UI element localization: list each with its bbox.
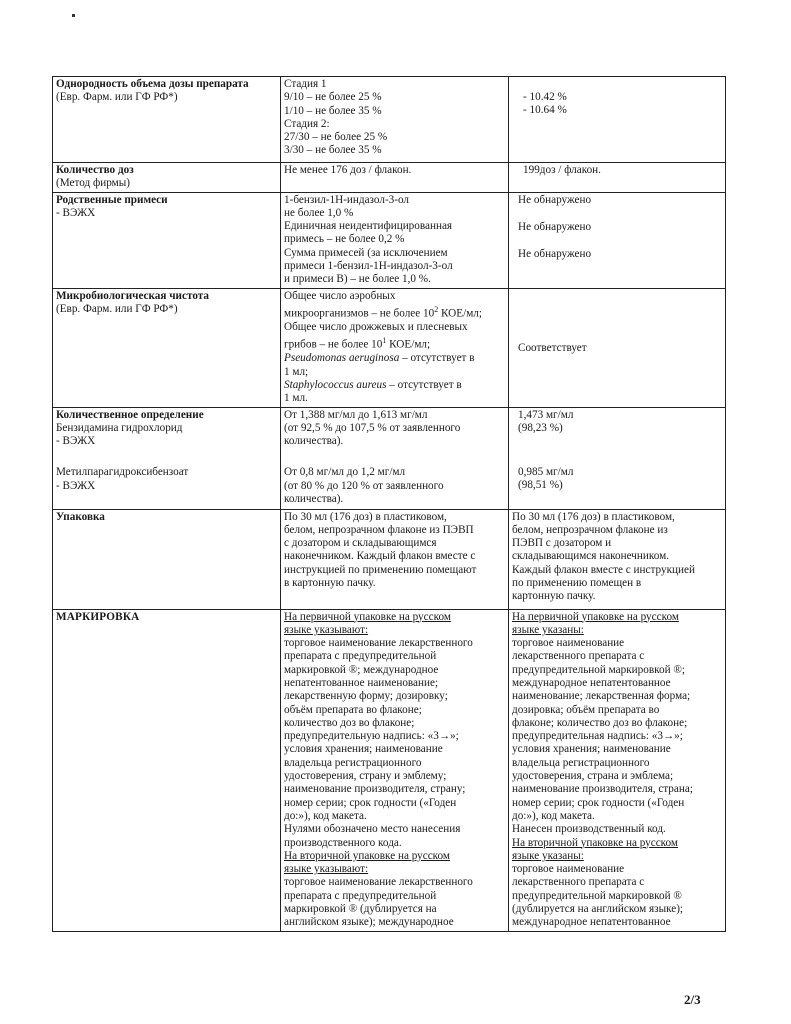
specification-table: [52, 76, 726, 932]
result-cell: 199доз / флакон.: [509, 163, 726, 193]
result-cell: - 10.42 % - 10.64 %: [509, 77, 726, 163]
param-title: Однородность объема дозы препарата: [56, 78, 249, 90]
norm-cell: От 1,388 мг/мл до 1,613 мг/мл (от 92,5 % до 107,5 % от заявленного количества). От 0,8 мг/мл до 1,2 мг/мл (от 80 % до 120 % от заявленного количества).: [281, 407, 509, 509]
norm-cell: Общее число аэробных микроорганизмов – не более $10^2$ КОЕ/мл; Общее число дрожжевых и плесневых грибов – не более $10^1$ КОЕ/мл; Pseudomonas aeruginosa – отсутствует в 1 мл; Staphylococcus aureus – отсутствует в 1 мл.: [281, 288, 509, 407]
param-cell: МАРКИРОВКА: [53, 609, 281, 931]
scan-dot: [72, 14, 75, 17]
norm-cell: По 30 мл (176 доз) в пластиковом, белом, непрозрачном флаконе из ПЭВП с дозатором и складывающимся наконечником. Каждый флакон вместе с инструкцией по применению помещают в картонную пачку.: [281, 509, 509, 609]
norm-cell: На первичной упаковке на русском языке указывают: торговое наименование лекарственного препарата с предупредительной маркировкой ®; международное непатентованное наименование; лекарственную форму; дозировку; объём препарата во флаконе; количество доз во флаконе; предупредительную надпись: «3→»; условия хранения; наименование владельца регистрационного удостоверения, страну и эмблему; наименование производителя, страну; номер серии; срок годности («Годен до:»), код макета. Нулями обозначено место нанесения производственного кода. На вторичной упаковке на русском языке указывают: торговое наименование лекарственного препарата с предупредительной маркировкой ® (дублируется на английском языке); международное: [281, 609, 509, 931]
table-row: [53, 288, 726, 407]
param-cell: Упаковка: [53, 509, 281, 609]
table-row: [53, 163, 726, 193]
param-cell: Количество доз (Метод фирмы): [53, 163, 281, 193]
page-number: 2/3: [684, 992, 701, 1007]
param-cell: Родственные примеси - ВЭЖХ: [53, 192, 281, 288]
norm-cell: Не менее 176 доз / флакон.: [281, 163, 509, 193]
param-cell: [53, 77, 281, 163]
result-cell: 1,473 мг/мл (98,23 %) 0,985 мг/мл (98,51 %): [509, 407, 726, 509]
result-cell: По 30 мл (176 доз) в пластиковом, белом, непрозрачном флаконе из ПЭВП с дозатором и складывающимся наконечником. Каждый флакон вместе с инструкцией по применению помещен в картонную пачку.: [509, 509, 726, 609]
table-row: [53, 192, 726, 288]
table-row: [53, 609, 726, 931]
param-method: (Евр. Фарм. или ГФ РФ*): [56, 91, 178, 104]
table-row: [53, 509, 726, 609]
result-cell: Не обнаружено Не обнаружено Не обнаружено: [509, 192, 726, 288]
table-row: [53, 77, 726, 163]
param-cell: Микробиологическая чистота (Евр. Фарм. или ГФ РФ*): [53, 288, 281, 407]
norm-cell: Стадия 1 9/10 – не более 25 % 1/10 – не более 35 % Стадия 2: 27/30 – не более 25 % 3/30 – не более 35 %: [281, 77, 509, 163]
result-cell: На первичной упаковке на русском языке указаны: торговое наименование лекарственного препарата с предупредительной маркировкой ®; международное непатентованное наименование; лекарственная форма; дозировка; объём препарата во флаконе; количество доз во флаконе; предупредительная надпись: «3→»; условия хранения; наименование владельца регистрационного удостоверения, страна и эмблема; наименование производителя, страна; номер серии; срок годности («Годен до:»), код макета. Нанесен производственный код. На вторичной упаковке на русском языке указаны: торговое наименование лекарственного препарата с предупредительной маркировкой ® (дублируется на английском языке); международное непатентованное: [509, 609, 726, 931]
norm-cell: 1-бензил-1Н-индазол-3-ол не более 1,0 % Единичная неидентифицированная примесь – не более 0,2 % Сумма примесей (за исключением примеси 1-бензил-1Н-индазол-3-ол и примеси В) – не более 1,0 %.: [281, 192, 509, 288]
param-cell: Количественное определение Бензидамина гидрохлорид - ВЭЖХ Метилпарагидроксибензоат - ВЭЖХ: [53, 407, 281, 509]
table-row: [53, 407, 726, 509]
result-cell: Соответствует: [509, 288, 726, 407]
